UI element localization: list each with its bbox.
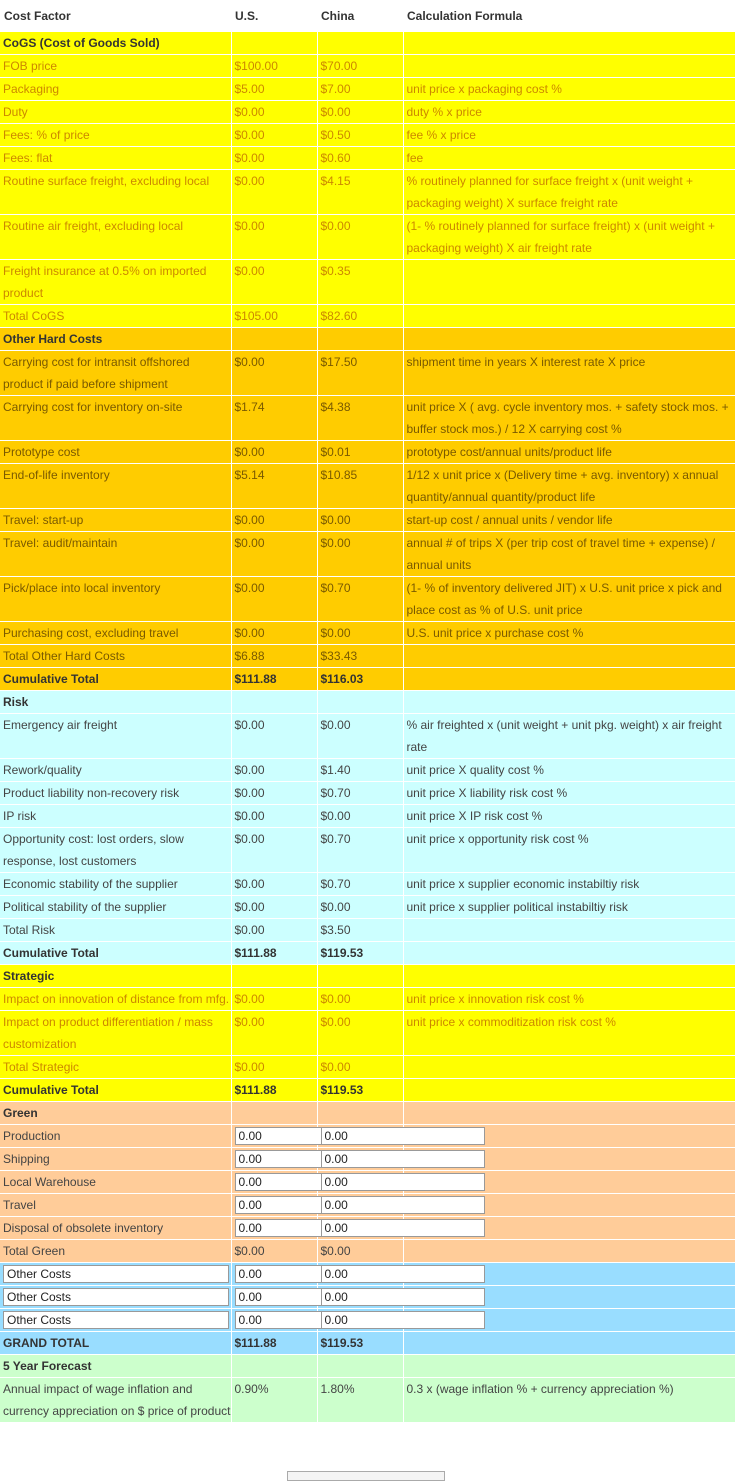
us-value-cell: $5.14 bbox=[231, 464, 317, 509]
formula-cell bbox=[403, 55, 735, 78]
cost-factor-cell: Impact on innovation of distance from mfg. bbox=[0, 988, 231, 1011]
section-title: 5 Year Forecast bbox=[0, 1355, 231, 1378]
section-title: Other Hard Costs bbox=[0, 328, 231, 351]
us-value-cell: $5.00 bbox=[231, 78, 317, 101]
china-value-cell: $0.00 bbox=[317, 988, 403, 1011]
china-value-cell: $0.70 bbox=[317, 873, 403, 896]
formula-cell: 1/12 x unit price x (Delivery time + avg. inventory) x annual quantity/annual quantity/product life bbox=[403, 464, 735, 509]
table-row bbox=[0, 805, 735, 828]
china-value-cell: $0.00 bbox=[317, 805, 403, 828]
us-value-cell: $0.00 bbox=[231, 1240, 317, 1263]
other-costs-label-input[interactable] bbox=[3, 1311, 229, 1329]
cost-factor-cell: Carrying cost for inventory on-site bbox=[0, 396, 231, 441]
empty-cell bbox=[317, 965, 403, 988]
china-value-cell: $4.15 bbox=[317, 170, 403, 215]
us-value-cell: $0.00 bbox=[231, 1056, 317, 1079]
china-value-cell: $0.50 bbox=[317, 124, 403, 147]
cost-factor-cell: Total Strategic bbox=[0, 1056, 231, 1079]
us-value-cell: $0.00 bbox=[231, 147, 317, 170]
cost-factor-cell: Production bbox=[0, 1125, 231, 1148]
formula-cell: fee % x price bbox=[403, 124, 735, 147]
china-green-input-cell bbox=[317, 1217, 403, 1240]
table-row bbox=[0, 759, 735, 782]
formula-cell: (1- % of inventory delivered JIT) x U.S. unit price x pick and place cost as % of U.S. unit price bbox=[403, 577, 735, 622]
other-costs-china-input[interactable] bbox=[321, 1265, 485, 1283]
table-row bbox=[0, 988, 735, 1011]
formula-cell: unit price x commoditization risk cost % bbox=[403, 1011, 735, 1056]
green-input-row bbox=[0, 1148, 735, 1171]
table-header bbox=[0, 0, 735, 32]
cost-factor-cell: FOB price bbox=[0, 55, 231, 78]
empty-cell bbox=[317, 32, 403, 55]
us-value-cell: $0.00 bbox=[231, 622, 317, 645]
us-value-cell: $0.00 bbox=[231, 215, 317, 260]
cost-factor-cell: Opportunity cost: lost orders, slow response, lost customers bbox=[0, 828, 231, 873]
table-row bbox=[0, 55, 735, 78]
china-value-cell: $33.43 bbox=[317, 645, 403, 668]
us-green-input-cell bbox=[231, 1194, 317, 1217]
section-title: Strategic bbox=[0, 965, 231, 988]
total-row bbox=[0, 1240, 735, 1263]
table-row bbox=[0, 577, 735, 622]
section-title: Green bbox=[0, 1102, 231, 1125]
china-green-input-cell bbox=[317, 1194, 403, 1217]
china-value-cell: $7.00 bbox=[317, 78, 403, 101]
cost-factor-cell: Packaging bbox=[0, 78, 231, 101]
table-row bbox=[0, 215, 735, 260]
green-input-row bbox=[0, 1125, 735, 1148]
formula-cell: shipment time in years X interest rate X price bbox=[403, 351, 735, 396]
cost-factor-cell: Total Risk bbox=[0, 919, 231, 942]
formula-cell: % routinely planned for surface freight x (unit weight + packaging weight) X surface freight rate bbox=[403, 170, 735, 215]
us-value-cell: $0.00 bbox=[231, 441, 317, 464]
other-costs-row bbox=[0, 1286, 735, 1309]
cumulative-total-row bbox=[0, 668, 735, 691]
china-value-cell: 1.80% bbox=[317, 1378, 403, 1423]
us-value-cell: $1.74 bbox=[231, 396, 317, 441]
cost-factor-cell: Fees: % of price bbox=[0, 124, 231, 147]
formula-cell: unit price x supplier political instabiltiy risk bbox=[403, 896, 735, 919]
formula-cell: unit price x innovation risk cost % bbox=[403, 988, 735, 1011]
table-row bbox=[0, 896, 735, 919]
us-value-cell: $111.88 bbox=[231, 668, 317, 691]
china-green-input-cell bbox=[317, 1171, 403, 1194]
cost-factor-cell: Cumulative Total bbox=[0, 668, 231, 691]
china-value-cell: $3.50 bbox=[317, 919, 403, 942]
cost-factor-cell: Disposal of obsolete inventory bbox=[0, 1217, 231, 1240]
us-value-cell: $0.00 bbox=[231, 577, 317, 622]
horizontal-scrollbar[interactable] bbox=[287, 1471, 445, 1481]
formula-cell bbox=[403, 1056, 735, 1079]
china-value-cell: $0.70 bbox=[317, 828, 403, 873]
cost-factor-cell: Travel: audit/maintain bbox=[0, 532, 231, 577]
cost-factor-cell: Total CoGS bbox=[0, 305, 231, 328]
formula-cell bbox=[403, 1079, 735, 1102]
china-value-cell: $70.00 bbox=[317, 55, 403, 78]
china-value-cell: $119.53 bbox=[317, 1332, 403, 1355]
china-value-cell: $0.35 bbox=[317, 260, 403, 305]
other-costs-china-input[interactable] bbox=[321, 1311, 485, 1329]
empty-cell bbox=[231, 32, 317, 55]
cost-factor-cell: Total Green bbox=[0, 1240, 231, 1263]
table-row bbox=[0, 622, 735, 645]
other-costs-us-input-cell bbox=[231, 1263, 317, 1286]
empty-cell bbox=[317, 691, 403, 714]
china-value-cell: $0.00 bbox=[317, 1011, 403, 1056]
formula-cell: unit price X quality cost % bbox=[403, 759, 735, 782]
table-row bbox=[0, 101, 735, 124]
china-value-cell: $0.00 bbox=[317, 1240, 403, 1263]
cost-factor-cell: Carrying cost for intransit offshored product if paid before shipment bbox=[0, 351, 231, 396]
china-value-cell: $0.70 bbox=[317, 577, 403, 622]
cost-factor-cell: Cumulative Total bbox=[0, 942, 231, 965]
other-costs-label-input-cell bbox=[0, 1309, 231, 1332]
cost-factor-cell: Pick/place into local inventory bbox=[0, 577, 231, 622]
formula-cell bbox=[403, 1332, 735, 1355]
us-value-cell: $0.00 bbox=[231, 260, 317, 305]
china-green-input[interactable] bbox=[321, 1196, 485, 1214]
table-body bbox=[0, 32, 735, 1423]
formula-cell bbox=[403, 260, 735, 305]
cost-factor-cell: Travel: start-up bbox=[0, 509, 231, 532]
cost-factor-cell: Freight insurance at 0.5% on imported product bbox=[0, 260, 231, 305]
us-green-input-cell bbox=[231, 1171, 317, 1194]
us-value-cell: $0.00 bbox=[231, 782, 317, 805]
table-row bbox=[0, 1011, 735, 1056]
table-row bbox=[0, 147, 735, 170]
formula-cell: unit price X ( avg. cycle inventory mos. + safety stock mos. + buffer stock mos.) / 12 X carrying cost % bbox=[403, 396, 735, 441]
formula-cell: % air freighted x (unit weight + unit pkg. weight) x air freight rate bbox=[403, 714, 735, 759]
header-cost-factor: Cost Factor bbox=[0, 0, 231, 32]
cost-factor-cell: Emergency air freight bbox=[0, 714, 231, 759]
empty-cell bbox=[403, 965, 735, 988]
china-value-cell: $0.00 bbox=[317, 896, 403, 919]
empty-cell bbox=[231, 1102, 317, 1125]
empty-cell bbox=[403, 328, 735, 351]
empty-cell bbox=[317, 1102, 403, 1125]
cumulative-total-row bbox=[0, 1079, 735, 1102]
section-header-2 bbox=[0, 691, 735, 714]
empty-cell bbox=[317, 1355, 403, 1378]
total-row bbox=[0, 919, 735, 942]
us-value-cell: $0.00 bbox=[231, 509, 317, 532]
cost-factor-cell: Fees: flat bbox=[0, 147, 231, 170]
us-value-cell: $105.00 bbox=[231, 305, 317, 328]
china-value-cell: $119.53 bbox=[317, 942, 403, 965]
us-value-cell: $0.00 bbox=[231, 988, 317, 1011]
cost-factor-cell: GRAND TOTAL bbox=[0, 1332, 231, 1355]
china-value-cell: $0.01 bbox=[317, 441, 403, 464]
formula-cell: unit price X IP risk cost % bbox=[403, 805, 735, 828]
china-value-cell: $116.03 bbox=[317, 668, 403, 691]
empty-cell bbox=[403, 32, 735, 55]
us-green-input-cell bbox=[231, 1125, 317, 1148]
grand-total-row bbox=[0, 1332, 735, 1355]
cost-factor-cell: Routine air freight, excluding local bbox=[0, 215, 231, 260]
us-value-cell: 0.90% bbox=[231, 1378, 317, 1423]
formula-cell bbox=[403, 1240, 735, 1263]
cost-factor-cell: Cumulative Total bbox=[0, 1079, 231, 1102]
formula-cell: unit price X liability risk cost % bbox=[403, 782, 735, 805]
formula-cell: prototype cost/annual units/product life bbox=[403, 441, 735, 464]
us-value-cell: $111.88 bbox=[231, 942, 317, 965]
formula-cell bbox=[403, 305, 735, 328]
table-row bbox=[0, 351, 735, 396]
section-title: Risk bbox=[0, 691, 231, 714]
formula-cell: fee bbox=[403, 147, 735, 170]
empty-cell bbox=[403, 1355, 735, 1378]
china-value-cell: $0.00 bbox=[317, 622, 403, 645]
table-row bbox=[0, 396, 735, 441]
cost-factor-cell: IP risk bbox=[0, 805, 231, 828]
total-row bbox=[0, 1056, 735, 1079]
china-green-input[interactable] bbox=[321, 1150, 485, 1168]
us-value-cell: $111.88 bbox=[231, 1079, 317, 1102]
formula-cell: start-up cost / annual units / vendor life bbox=[403, 509, 735, 532]
china-green-input[interactable] bbox=[321, 1127, 485, 1145]
china-value-cell: $119.53 bbox=[317, 1079, 403, 1102]
cumulative-total-row bbox=[0, 942, 735, 965]
section-header-3 bbox=[0, 965, 735, 988]
formula-cell: annual # of trips X (per trip cost of travel time + expense) / annual units bbox=[403, 532, 735, 577]
us-value-cell: $0.00 bbox=[231, 351, 317, 396]
china-value-cell: $0.00 bbox=[317, 714, 403, 759]
us-green-input-cell bbox=[231, 1217, 317, 1240]
cost-factor-cell: Travel bbox=[0, 1194, 231, 1217]
formula-cell bbox=[403, 919, 735, 942]
other-costs-us-input-cell bbox=[231, 1309, 317, 1332]
cost-factor-cell: Total Other Hard Costs bbox=[0, 645, 231, 668]
empty-cell bbox=[317, 328, 403, 351]
formula-cell: unit price x packaging cost % bbox=[403, 78, 735, 101]
us-value-cell: $0.00 bbox=[231, 805, 317, 828]
china-value-cell: $0.60 bbox=[317, 147, 403, 170]
table-row bbox=[0, 782, 735, 805]
other-costs-china-input-cell bbox=[317, 1309, 403, 1332]
cost-factor-cell: Duty bbox=[0, 101, 231, 124]
forecast-row bbox=[0, 1378, 735, 1423]
china-value-cell: $0.00 bbox=[317, 215, 403, 260]
china-value-cell: $0.00 bbox=[317, 509, 403, 532]
us-value-cell: $0.00 bbox=[231, 1011, 317, 1056]
us-value-cell: $0.00 bbox=[231, 919, 317, 942]
table-row bbox=[0, 509, 735, 532]
empty-cell bbox=[231, 1355, 317, 1378]
formula-cell: unit price x supplier economic instabiltiy risk bbox=[403, 873, 735, 896]
empty-cell bbox=[231, 965, 317, 988]
green-input-row bbox=[0, 1171, 735, 1194]
cost-factor-cell: Annual impact of wage inflation and currency appreciation on $ price of product bbox=[0, 1378, 231, 1423]
china-value-cell: $4.38 bbox=[317, 396, 403, 441]
header-us: U.S. bbox=[231, 0, 317, 32]
table-row bbox=[0, 532, 735, 577]
green-input-row bbox=[0, 1217, 735, 1240]
table-row bbox=[0, 464, 735, 509]
empty-cell bbox=[403, 691, 735, 714]
china-green-input-cell bbox=[317, 1125, 403, 1148]
us-value-cell: $0.00 bbox=[231, 170, 317, 215]
table-row bbox=[0, 714, 735, 759]
china-green-input[interactable] bbox=[321, 1219, 485, 1237]
cost-factor-cell: Purchasing cost, excluding travel bbox=[0, 622, 231, 645]
cost-factor-cell: Economic stability of the supplier bbox=[0, 873, 231, 896]
formula-cell bbox=[403, 942, 735, 965]
formula-cell: duty % x price bbox=[403, 101, 735, 124]
us-value-cell: $0.00 bbox=[231, 532, 317, 577]
empty-cell bbox=[231, 328, 317, 351]
section-header-0 bbox=[0, 32, 735, 55]
cost-factor-cell: Impact on product differentiation / mass customization bbox=[0, 1011, 231, 1056]
cost-factor-cell: Shipping bbox=[0, 1148, 231, 1171]
china-green-input[interactable] bbox=[321, 1173, 485, 1191]
china-value-cell: $0.00 bbox=[317, 101, 403, 124]
other-costs-china-input-cell bbox=[317, 1286, 403, 1309]
total-row bbox=[0, 645, 735, 668]
us-value-cell: $0.00 bbox=[231, 124, 317, 147]
section-header-1 bbox=[0, 328, 735, 351]
header-china: China bbox=[317, 0, 403, 32]
table-row bbox=[0, 828, 735, 873]
other-costs-label-input[interactable] bbox=[3, 1288, 229, 1306]
formula-cell bbox=[403, 645, 735, 668]
table-row bbox=[0, 170, 735, 215]
other-costs-china-input-cell bbox=[317, 1263, 403, 1286]
table-row bbox=[0, 78, 735, 101]
china-value-cell: $17.50 bbox=[317, 351, 403, 396]
china-value-cell: $0.70 bbox=[317, 782, 403, 805]
cost-factor-cell: Rework/quality bbox=[0, 759, 231, 782]
china-value-cell: $82.60 bbox=[317, 305, 403, 328]
table-row bbox=[0, 260, 735, 305]
cost-factor-cell: End-of-life inventory bbox=[0, 464, 231, 509]
us-value-cell: $0.00 bbox=[231, 759, 317, 782]
cost-factor-cell: Product liability non-recovery risk bbox=[0, 782, 231, 805]
us-value-cell: $100.00 bbox=[231, 55, 317, 78]
china-value-cell: $1.40 bbox=[317, 759, 403, 782]
china-value-cell: $0.00 bbox=[317, 532, 403, 577]
green-input-row bbox=[0, 1194, 735, 1217]
us-value-cell: $0.00 bbox=[231, 873, 317, 896]
other-costs-label-input[interactable] bbox=[3, 1265, 229, 1283]
formula-cell: U.S. unit price x purchase cost % bbox=[403, 622, 735, 645]
us-value-cell: $6.88 bbox=[231, 645, 317, 668]
us-green-input-cell bbox=[231, 1148, 317, 1171]
section-header-green bbox=[0, 1102, 735, 1125]
china-value-cell: $0.00 bbox=[317, 1056, 403, 1079]
china-value-cell: $10.85 bbox=[317, 464, 403, 509]
formula-cell: 0.3 x (wage inflation % + currency appreciation %) bbox=[403, 1378, 735, 1423]
cost-factor-cell: Political stability of the supplier bbox=[0, 896, 231, 919]
table-row bbox=[0, 873, 735, 896]
section-title: CoGS (Cost of Goods Sold) bbox=[0, 32, 231, 55]
table-row bbox=[0, 441, 735, 464]
other-costs-row bbox=[0, 1309, 735, 1332]
us-value-cell: $0.00 bbox=[231, 714, 317, 759]
other-costs-us-input-cell bbox=[231, 1286, 317, 1309]
formula-cell: unit price x opportunity risk cost % bbox=[403, 828, 735, 873]
empty-cell bbox=[231, 691, 317, 714]
formula-cell: (1- % routinely planned for surface freight) x (unit weight + packaging weight) X air freight rate bbox=[403, 215, 735, 260]
cost-factor-cell: Routine surface freight, excluding local bbox=[0, 170, 231, 215]
other-costs-china-input[interactable] bbox=[321, 1288, 485, 1306]
section-header-forecast bbox=[0, 1355, 735, 1378]
cost-factor-cell: Prototype cost bbox=[0, 441, 231, 464]
table-row bbox=[0, 124, 735, 147]
us-value-cell: $0.00 bbox=[231, 828, 317, 873]
us-value-cell: $0.00 bbox=[231, 101, 317, 124]
cost-factor-cell: Local Warehouse bbox=[0, 1171, 231, 1194]
header-formula: Calculation Formula bbox=[403, 0, 735, 32]
us-value-cell: $0.00 bbox=[231, 896, 317, 919]
other-costs-label-input-cell bbox=[0, 1263, 231, 1286]
china-green-input-cell bbox=[317, 1148, 403, 1171]
us-value-cell: $111.88 bbox=[231, 1332, 317, 1355]
other-costs-label-input-cell bbox=[0, 1286, 231, 1309]
total-row bbox=[0, 305, 735, 328]
formula-cell bbox=[403, 668, 735, 691]
empty-cell bbox=[403, 1102, 735, 1125]
other-costs-row bbox=[0, 1263, 735, 1286]
